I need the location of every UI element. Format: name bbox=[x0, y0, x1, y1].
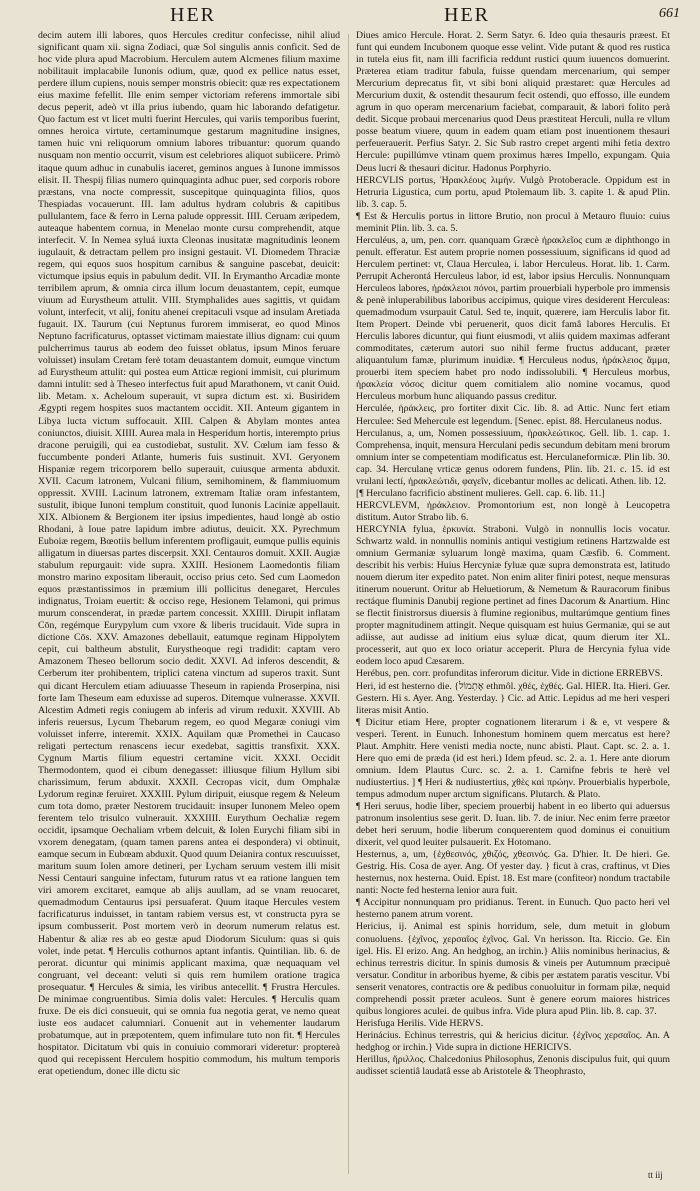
entry-paragraph: Herculanus, a, um, Nomen possessiuum, ἡρακλεώτικος. Gell. lib. 1. cap. 1. Comprehensa, inquit, mensura Herculani pedis secundum debitam meni brorum omnium inter se competentiam modificatus est. Herculaneformicæ. Plin lib. 30. cap. 34. Herculanę vrticæ genus odorem fundens, Plin. lib. 21. c. 15. id est vrulani lectí, ἡρακλεώτιδι, φαγεῖν, dicebantur molles ac delicati. Athen. lib. 12. bbox=[356, 427, 670, 487]
entry-paragraph: Herillus, ἥριλλος. Chalcedonius Philosophus, Zenonis discipulus fuit, qui quum audisset scientiâ laudatâ esse ab Aristotele & Theophrasto, bbox=[356, 1053, 670, 1078]
right-column bbox=[356, 30, 670, 1182]
entry-paragraph: Herisfuga Herilis. Vide HERVS. bbox=[356, 1017, 484, 1029]
entry-paragraph: decim autem illi labores, quos Hercules creditur confecisse, nihil aliud significant quam xii. signa Zodiaci, quæ Sol singulis annis conficit. Sed de hoc vide plura apud Macrobium. Herculem autem Alcmenes filium maxime nobilitauit implacabile Iunonis odium, quæ, quod ex pellice natus esset, perdere illum cupiens, nouis semper monstris obiecit: quæ res expectationem eius maxime fefellit. Ille enim semper victoriam referens immortale sibi decus peperit, adeò vt illa prius iubendo, quam hic laborando defatigetur. Quo factum est vt licet multi fuerint Hercules, qui variis temporibus fuerint, omnes heroica virtute, certaminumque gestarum magnitudine insignes, tamen huic vni reliquorum omnium labores tribuantur: quorum quando nusquam non mentio occurrit, visum est celebriores aliquot subiicere. Primò itaque quum adhuc in cunabulis iaceret, geminos angues à Iunone immissos elisit. II. Thespij filias numero quinquaginta adhuc puer, sed corporis robore præstans, vna nocte compressit, suscepitque quinquaginta filios, quos Thespiadas vocauerunt. III. Iam adultus hydram colubris & capitibus pullulantem, face & ferro in Lerna palude oppressit. IIII. Ceruam æripedem, auteaque habentem cornua, in Menelao monte cursu comprehendit, atque interfecit. V. In Nemea syluá iuxta Cleonas inusitatæ magnitudinis leonem iugulauit, & detractam pellem pro insigni gestauit. VI. Diomedem Thraciæ regem, qui equos suos hospitum carnibus & sanguine pascebat, deuicit: victumque ipsius equis in pabulum dedit. VII. In Erymantho Arcadiæ monte terribilem aprum, & omnia circa illum locum deuastantem, cepit, eumque viuum ad Eurystheum attulit. VIII. Stymphalides aues sagittis, vt quidam volunt, interfecit, vt alij, fonitu aheneí crepitaculi vsque ad insulam Aretiada fugauit. IX. Taurum (cui Neptunus furorem immiserat, eo quod Minos Neptuno facrificaturus, optasset victimam maiestate illius dignam: cui quum pulcherrimus taurus ab eodem deo fuisset oblatus, ipsum Minos feruare voluisset) insulam Cretam ferè totam deuastantem domuit, eumque vinctum ad Eurystheum attulit: qui postea eum Atticæ regioni immisit, cui plurimum damni intulit: sed à Theseo interfectus fuit apud Marathonem, vt canit Ouid. lib. Metam. x. Acheloum superauit, vt supra dictum est. xi. Busiridem Ægypti regem hospites suos mactantem occidit. XII. Anteum gigantem in Libya lucta victum suffocauit. XIII. Calpen & Abylam montes antea coniunctos, diuisit. XIIII. Aurea mala in Hesperidum hortis, interempto prius dracone peruigili, qui ea custodiebat, sustulit. XV. Cœlum iam fesso & fuccumbente ponderi Atlante, humeris fuis sustinuit. XVI. Geryonem Hispaniæ regem tricorporem bello superauit, cuiusque armenta abduxit. XVII. Cacum latronem, Vulcani filium, semihominem, & flammiuomum oppressit. XVIII. Lacinum latronem, extremam Italiæ oram infestantem, sustulit, ibique Iunoni templum constituit, quod Iunonis Laciniæ appellauit. XIX. Albionem & Bergionem iter ipsius impedientes, haud longè ab ostio Rhodani, à Ioue patre lapidum imbre adiutus, deuicit. XX. Pyrechmum Euboiæ regem, Bœotiis bellum inferentem profligauit, eumque pullis equinis alligatum in diuersas partes discerpsit. XXI. Centauros domuit. XXII. Augiæ stabulum repurgauit: vide supra. XXIII. Hesionem Laomedontis filiam monstro marino expositam liberauit, occiso prius ceto. Sed cum Laomedon equos præstantissimos in præmium illi pollicitus denegaret, Hercules indignatus, Troiam euertit: & occiso rege, Hesionem Telamoni, qui primus murum conscenderat, in prædæ partem concessit. XXIIII. Dirupit inflatam Cōn, regémque Eurypylum cum vxore & liberis trucidauit. Vide supra in dictione Cōs. XXV. Amazones debellauit, eatumque reginam Hippolytem cepit, cui baltheum abstulit, Eurystheoque regi tradidit: captam vero Amazonem Theseo bellorum socio dedit. XXVI. Ad inferos descendit, & Cerberum iter prohibentem, triplici catena vinctum ad superos traxit. Sunt qui dicant Herculem etiam adiuuasse Theseum in rapienda Proserpina, nisi forte Iam Theseum eam eduxisse ad superos. Ditemque vulnerasse. XXVII. Alcestim Admeti regis coniugem ab inferis ad virum reduxit. XXVIII. Ab inferis reuersus, Lycum Thebarum regem, eo quod Megaræ coniugi vim voluisset inferre, interemit. XXIX. Aquilam quæ Promethei in Caucaso religati pertectum renascens iecur exedebat, sagittis transfixit. XXX. Cygnum Martis filium equestri certamine vicit. XXXI. Occidit Thermodontem, quod ei cibum denegasset: illiusque filium Hyllum sibi charissimum, ferum abduxit. XXXII. Cecropas vicit, dum Omphalæ Lydorum reginæ feruiret. XXXIII. Pylum diripuit, eiusque regem & Neleum cum tota domo, præter Nestorem trucidauit: insuper Iunonem Meleo opem ferentem telo trisulco vulnerauit. XXXIIII. Eurythum Oechaliæ regem occidit, ipsamque Oechaliam vrbem delcuit, & Iolen Eurychi filiam sibi in vxorem denegatam, (quam tamen parens antea ei despondera) vi obtinuit, eamque secum in Eubœam abduxit. Quod quum Deianira contux rescuuisset, maritum suum Iolen amore detineri, per Lycham seruum vestem illi misit Nessi Centauri sanguine infectam, futurum ratus vt ea ratione languen tem viri amorem excitaret, eamque ab alijs auullam, ad se vnam reuocaret, quemadmodum Centaurus ipsi persuaferat. Quum itaque Hercules vestem facrificaturus induisset, in tantam rabiem versus est, vt constructa pyra se ipsum combusserit. Post mortem verò in deorum numerum relatus est. Habentur & aliæ res ab eo gestæ apud Diodorum Siculum: quas si quis volet, inde petat. ¶ Herculis cothurnos aptant infantis. Quintilian. lib. 6. de perorat. dicuntur qui minimis applicant maxima, quæ nequaquam vel congruant, vel deceant: veluti si quis rem humilem oratione tragica prosequatur. ¶ Hercules & simia, les viribus antecellit. ¶ Frustra Hercules. De minimae congruentibus. Simia dolis valet: Hercules. ¶ Herculis quam fruxe. De eis dici consueuit, qui se omnia fua negotia gerat, ve nemo queat iuste eos audacet calumniari. Conuenit aut in vehementer laudarum probatumque, aut in præpotentem, quem infimulare tuto non fit. ¶ Hercules hospitator. Dicitatum vbi quis in conuiuio commorari videretur: proptereà quod qui recepissent Herculem hospitio commodum, his multum temporis erat opetiendum, donec ille dictu sic bbox=[38, 30, 340, 1078]
entry-paragraph: HERCVLIS portus, Ἡρακλέους λιμήν. Vulgò Protoberacle. Oppidum est in Hetruria Ligustica, cum portu, apud Ptolemaum lib. 3. capite 1. & apud Plin. lib. 3. cap. 5. bbox=[356, 174, 670, 210]
entry-paragraph: Heri, id est hesterno die. {אֶתְמוֹל ethmôl. χθές, ἐχθές. Gal. HIER. Ita. Hieri. Ger. Gestern. Hi s. Ayer. Ang. Yesterday. } Cic. ad Attic. Lepidus ad me heri vesperi literas misit Antio. bbox=[356, 680, 670, 716]
entry-paragraph: ¶ Dicitur etiam Here, propter cognationem literarum i & e, vt vespere & vesperi. Terent. in Eunuch. Inhonestum hominem quem mercatus est here? Plaut. Amphitr. Here venisti media nocte, nunc abisti. Plaut. Capt. sc. 2. a. 1. Here quo emi de præda (id est heri.) Idem pfeud. sc. 2. a. 1. Here ante diorum omnium. Idem Plautus Curc. sc. 2. a. 1. Carnifne febris te herè vel nudiustertius. ] ¶ Heri & nudiustertius, χθὲς καὶ πρώην. Prouerbialis hyperbole, tempus admodum nuper arctum significans. Plutarch. & Plato. bbox=[356, 716, 670, 800]
entry-paragraph: Herculée, ἡράκλεις, pro fortiter dixit Cic. lib. 8. ad Attic. Nunc fert etiam Herculee: Sed Mehercule est legendum. [Senec. epist. 88. Herculaneus nodus. bbox=[356, 403, 670, 427]
entry-paragraph: HERCYNIA fylua, ἑρκυνία. Straboni. Vulgò in nonnullis locis vocatur. Schwartz wald. in nonnullis nominis antiqui vestigium retinens Hartzwalde est omnium Germaniæ syluarum longè maxima, quam Cæsfib. 6. Comment. describit his verbis: Huius Hercyniæ fyluæ quæ supra demonstrata est, latitudo nouem dierum iter expedito patet. Non enim aliter finiri potest, neque mensuras itinerum nouerunt. Oritur ab Heluetiorum, & Nemetum & Rauracorum finibus rectáque fluminis Danubij regione pertinet ad fines Dacorum & Anartium. Hinc se flectit finistrorsus diuersis à flumine regionibus, multarúmque gentium fines propter magnitudinem attingit. Neque quisquam est huius Germaniæ, qui se aut adiisse, aut audisse ad initium eius syluæ dicat, quum dierum iter XL. processerit, aut quo ex loco oriatur acceperit. Plura de Hercynia fylua vide eodem loco apud Cæsarem. bbox=[356, 523, 670, 668]
signature-mark: tt iij bbox=[648, 1170, 663, 1180]
entry-paragraph: HERCVLEVM, ἡράκλειον. Promontorium est, non longè à Leucopetra distitum. Autor Strabo lib. 6. bbox=[356, 499, 670, 523]
left-column bbox=[38, 30, 340, 1182]
page-number: 661 bbox=[659, 6, 680, 21]
entry-paragraph: Herinácius. Echinus terrestris, qui & hericius dicitur. {ἐχῖνος χερσαῖος. An. A hedghog or irchin.} Vide supra in dictione HERICIVS. bbox=[356, 1029, 670, 1053]
entry-paragraph: Diues amico Hercule. Horat. 2. Serm Satyr. 6. Ideo quia thesauris præest. Et funt qui eundem Incubonem quoque esse velint. Vide putant & quod res rustica in tutela eius fit, nam illi facrificia reddunt rustici quum iuuencos domuerint. Præterea etiam traditur fabula, fuisse quendam mercenarium, qui semper Mercurium deprecatus fit, vt sibi boni aliquid præstaret: quæ Hercules ad Mercurium duxit, & ostendit thesaurum fecit ostendi, quo effosso, ille eundem agrum in quo operam mercenarium faciebat, comparauit, & labori folito perà dedit. Sicque probaui mercenarius quod Deus præstiteat Herculi, nulla re vllum posse beatum viuere, quum in eadem quam etiam post inuentionem thesauri perfeuerauerit. Perfius Satyr. 2. Sic Sub rastro crepet argenti mihi fetia dextro Hercule: pupillúmve vtinam quem proximus hæres Impello, expungam. Quia Deus lucri & thesauri dicitur. Hadonus Porphyrio. bbox=[356, 30, 670, 174]
running-header bbox=[0, 4, 700, 30]
entry-paragraph: ¶ Heri seruus, hodie liber, speciem prouerbij habent in eo liberto qui aduersus patronum insolentius sese gerit. D. Iuan. lib. 7. de iniur. Nec enim ferre præetor debet heri seruum, hodie liberum conquerentem quod dominus ei conuitium dixerit, vel quod leuiter pulsauerit. Ex Hotomano. bbox=[356, 801, 670, 849]
header-left-word: HER bbox=[170, 4, 216, 26]
entry-paragraph: Hesternus, a, um, {ἐχθεσινός, χθιζός, χθεσινός. Ga. D'hier. It. De hieri. Ge. Gestrig. His. Cosa de ayer. Ang. Of yester day. } ficut à cras, craftinus, vt Dies hesternus, nox hesterna. Ouid. Epist. 18. Est mare (confiteor) nondum tractabile nanti: Nocte fed hesterna lenior aura fuit. bbox=[356, 849, 670, 897]
entry-paragraph: Hericius, ij. Animal est spinis horridum, sele, dum metuit in globum conuoluens. {ἐχῖνος, χερσαῖος ἐχῖνος. Gal. Vn herisson. Ita. Riccio. Ge. Ein igel. His. El erizo. Ang. An hedghog, an irchin.} Aliis nominibus herinacius, & echinus terrestris dicitur. In spinis dumosis & vineis per Autumnum præcipuè versatur. Conditur in arboribus hyeme, & cibis per æstatem paratis vescitur. Vbi senserit venatores, contractis ore & pedibus conuoluitur in formam pilæ, nequid comprehendi possit præter aculeos. Sunt è genere eorum maiores histrices quibus longiores aculei. de quibus infra. Vide plura apud Plin. lib. 8. cap. 37. bbox=[356, 921, 670, 1017]
entry-paragraph: ¶ Accipitur nonnunquam pro pridianus. Terent. in Eunuch. Quo pacto heri vel hesterno panem atrum vorent. bbox=[356, 897, 670, 921]
entry-paragraph: ¶ Est & Herculis portus in littore Brutio, non procul à Metauro fluuio: cuius meminit Plin. lib. 3. ca. 5. bbox=[356, 210, 670, 234]
entry-paragraph: Herculéus, a, um, pen. corr. quanquam Græcè ἡρακλεῖος cum æ diphthongo in penult. efferatur. Est autem proprie nomen possessiuum, significans id quod ad Herculem pertinet: vt, Claua Herculea, i. labor Herculeus. Horat. lib. 1. Carm. Perrupit Acherontá Herculeus labor, id est, labor ipsius Herculis. Nonnunquam Herculeos labores, ἡράκλειοι πόνοι, partim prouerbiali hyperbole pro immensis & penè inluperabilibus laboribus accipimus, quique vires desiderent Herculeas: quemadmodum vsurpauit Catul. Sed te, inquit, quærere, iam Herculis labor fit. Item Propert. Deinde vbi peruenerit, quos dicit famâ labores Herculis. Et Herculis labores dicuntur, qui fiunt eiusmodi, vt aliis quidem maximas adferant commoditates, cæterum autori suo nihil ferme fructus adducant, præter aliquantulum famæ, plurimum inuidiæ. ¶ Herculeus nodus, ἡράκλειος ἅμμα, prouerbi item speciem habet pro nodo indissolubili. ¶ Herculeus morbus, ἡρακλεία νόσος dicitur quem comitialem alio nomine vocamus, quod Herculeus morbum hunc aliquando passus creditur. bbox=[356, 234, 670, 403]
header-right-word: HER bbox=[444, 4, 490, 26]
column-divider bbox=[348, 34, 349, 1174]
entry-paragraph: Herébus, pen. corr. profunditas inferorum dicitur. Vide in dictione ERREBVS. bbox=[356, 668, 663, 680]
entry-paragraph: [¶ Herculano facrificio abstinent mulieres. Gell. cap. 6. lib. 11.] bbox=[356, 487, 605, 499]
